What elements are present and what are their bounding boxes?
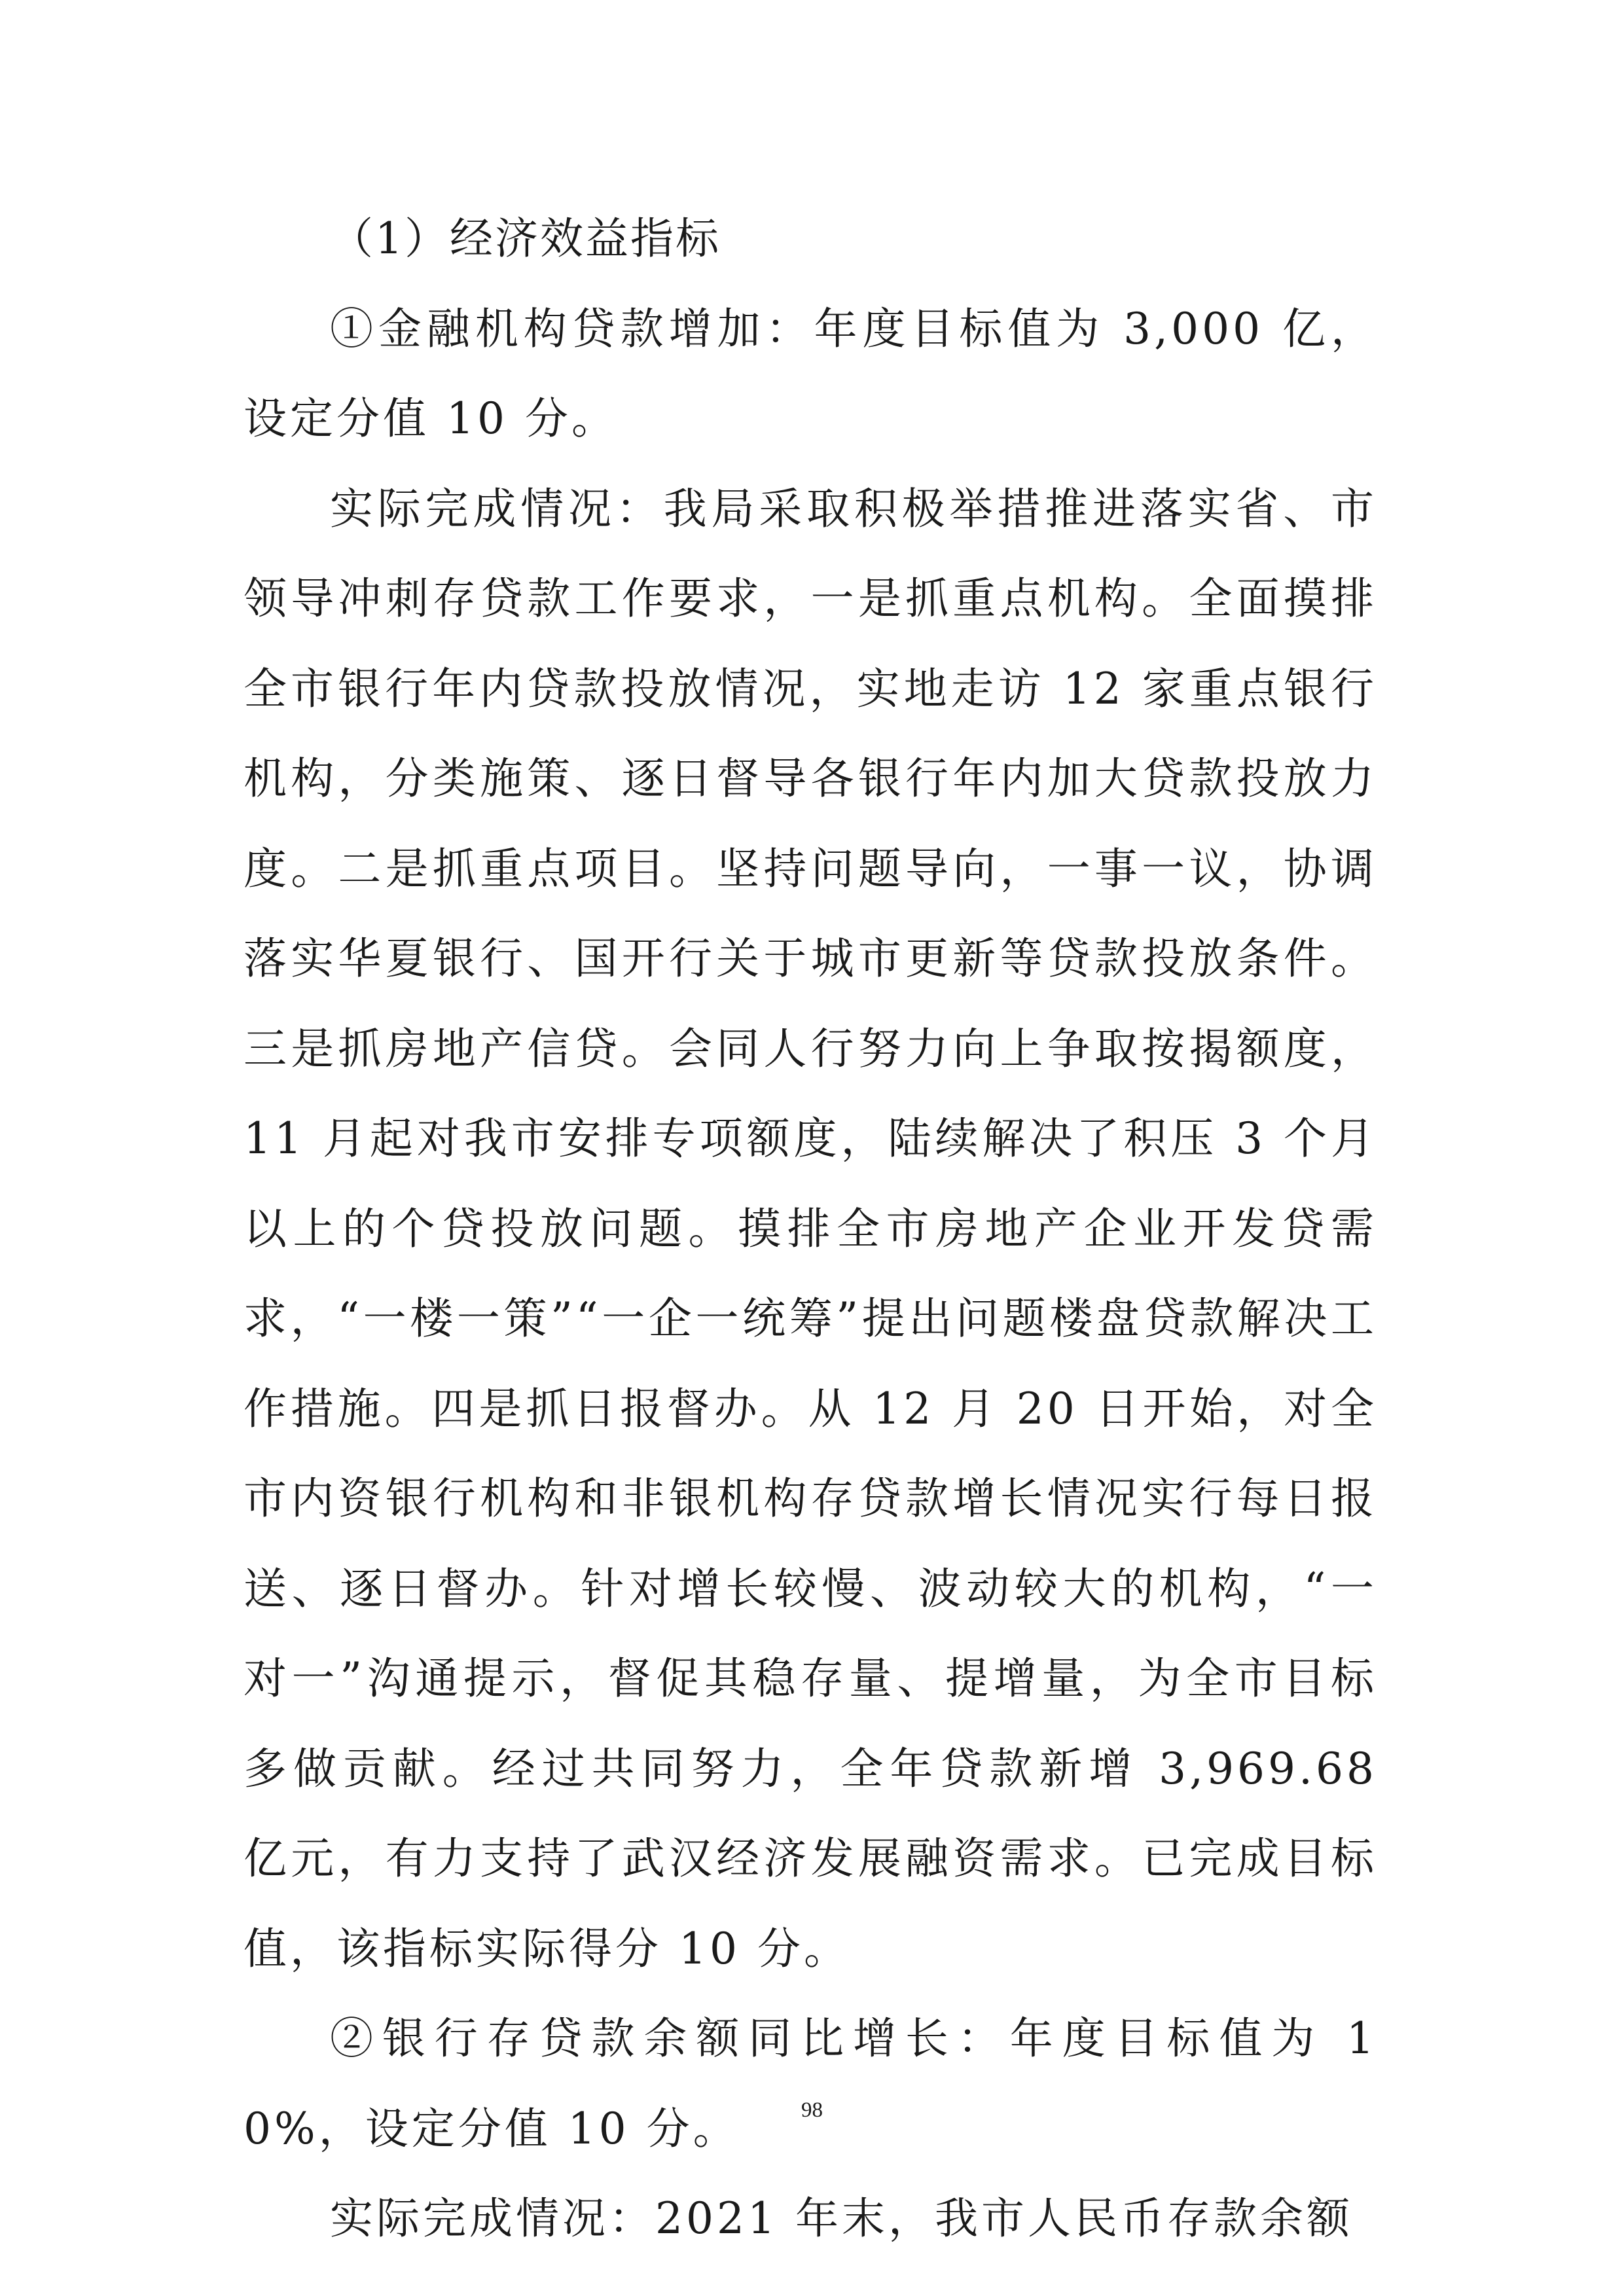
indicator-1-completion-paragraph: 实际完成情况：我局采取积极举措推进落实省、市领导冲刺存贷款工作要求，一是抓重点机构。全面摸排全市银行年内贷款投放情况，实地走访 12 家重点银行机构，分类施策、逐日督导各银行年内加大贷款投放力度。二是抓重点项目。坚持问题导向，一事一议，协调落实华夏银行、国开行关于城市更新等贷款投放条件。三是抓房地产信贷。会同人行努力向上争取按揭额度，11 月起对我市安排专项额度，陆续解决了积压 3 个月以上的个贷投放问题。摸排全市房地产企业开发贷需求，“一楼一策”“一企一统筹”提出问题楼盘贷款解决工作措施。四是抓日报督办。从 12 月 20 日开始，对全市内资银行机构和非银机构存贷款增长情况实行每日报送、逐日督办。针对增长较慢、波动较大的机构，“一对一”沟通提示，督促其稳存量、提增量，为全市目标多做贡献。经过共同努力，全年贷款新增 3,969.68 亿元，有力支持了武汉经济发展融资需求。已完成目标值，该指标实际得分 10 分。 [244, 483, 1377, 1974]
indicator-2-paragraph: ②银行存贷款余额同比增长：年度目标值为 10%，设定分值 10 分。 [244, 2013, 1377, 2154]
indicator-1-paragraph: ①金融机构贷款增加：年度目标值为 3,000 亿，设定分值 10 分。 [244, 303, 1377, 444]
indicator-2-completion-paragraph: 实际完成情况：2021 年末，我市人民币存款余额 [330, 2193, 1353, 2244]
section-heading: （1）经济效益指标 [330, 213, 721, 264]
page-number: 98 [801, 2098, 823, 2122]
document-body [244, 194, 1377, 2264]
